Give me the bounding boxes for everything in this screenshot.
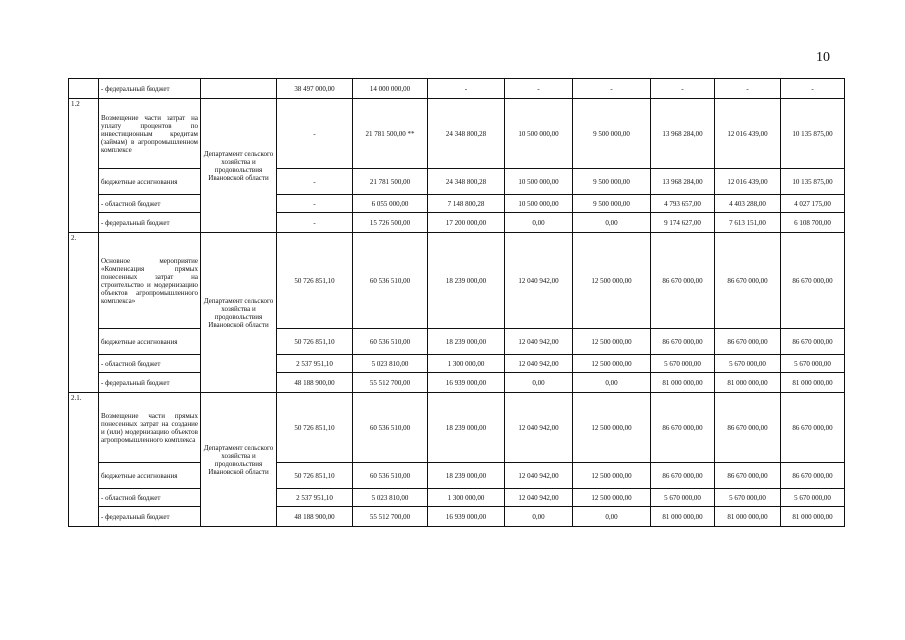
value-cell: 0,00 bbox=[505, 213, 573, 233]
row-name-cell: бюджетные ассигнования bbox=[99, 169, 201, 195]
table-row bbox=[69, 463, 845, 489]
value-cell: 12 016 439,00 bbox=[715, 169, 781, 195]
value-cell: 12 040 942,00 bbox=[505, 233, 573, 329]
value-cell: 24 348 800,28 bbox=[428, 169, 505, 195]
value-cell: 7 148 800,28 bbox=[428, 195, 505, 213]
row-name-cell: - федеральный бюджет bbox=[99, 507, 201, 527]
value-cell: 50 726 851,10 bbox=[277, 329, 353, 355]
value-cell: 13 968 284,00 bbox=[651, 169, 715, 195]
value-cell: 16 939 000,00 bbox=[428, 507, 505, 527]
value-cell: 6 055 000,00 bbox=[353, 195, 428, 213]
value-cell: 81 000 000,00 bbox=[651, 373, 715, 393]
row-name-cell: бюджетные ассигнования bbox=[99, 329, 201, 355]
value-cell: 0,00 bbox=[505, 507, 573, 527]
row-number-cell: 2.1. bbox=[69, 393, 99, 527]
value-cell: 81 000 000,00 bbox=[651, 507, 715, 527]
value-cell: 60 536 510,00 bbox=[353, 393, 428, 463]
row-name-cell: Возмещение части затрат на уплату процентов по инвестиционным кредитам (займам) в агропромышленном комплексе bbox=[99, 99, 201, 169]
value-cell: 5 023 810,00 bbox=[353, 355, 428, 373]
value-cell: 5 670 000,00 bbox=[781, 489, 845, 507]
value-cell: 17 200 000,00 bbox=[428, 213, 505, 233]
row-name-cell: Возмещение части прямых понесенных затрат на создание и (или) модернизацию объектов агропромышленного комплекса bbox=[99, 393, 201, 463]
value-cell: 55 512 700,00 bbox=[353, 373, 428, 393]
value-cell: 12 040 942,00 bbox=[505, 463, 573, 489]
value-cell: 86 670 000,00 bbox=[781, 329, 845, 355]
value-cell: 1 300 000,00 bbox=[428, 489, 505, 507]
table-row bbox=[69, 393, 845, 463]
value-cell: 12 040 942,00 bbox=[505, 355, 573, 373]
value-cell: 50 726 851,10 bbox=[277, 393, 353, 463]
value-cell: 21 781 500,00 bbox=[353, 169, 428, 195]
table-row bbox=[69, 79, 845, 99]
value-cell: 86 670 000,00 bbox=[651, 393, 715, 463]
value-cell: 60 536 510,00 bbox=[353, 329, 428, 355]
value-cell: 48 188 900,00 bbox=[277, 373, 353, 393]
table-row bbox=[69, 233, 845, 329]
value-cell: 24 348 800,28 bbox=[428, 99, 505, 169]
department-cell-empty bbox=[201, 79, 277, 99]
value-cell: 0,00 bbox=[573, 373, 651, 393]
value-cell: - bbox=[277, 213, 353, 233]
value-cell: 21 781 500,00 ** bbox=[353, 99, 428, 169]
value-cell: 12 040 942,00 bbox=[505, 489, 573, 507]
value-cell: 86 670 000,00 bbox=[781, 233, 845, 329]
value-cell: - bbox=[277, 99, 353, 169]
value-cell: 5 670 000,00 bbox=[715, 489, 781, 507]
value-cell: - bbox=[573, 79, 651, 99]
value-cell: 55 512 700,00 bbox=[353, 507, 428, 527]
department-cell: Департамент сельского хозяйства и продовольствия Ивановской области bbox=[201, 393, 277, 527]
value-cell: - bbox=[277, 169, 353, 195]
value-cell: 18 239 000,00 bbox=[428, 329, 505, 355]
value-cell: 38 497 000,00 bbox=[277, 79, 353, 99]
value-cell: 15 726 500,00 bbox=[353, 213, 428, 233]
value-cell: 0,00 bbox=[573, 213, 651, 233]
value-cell: 12 040 942,00 bbox=[505, 329, 573, 355]
value-cell: 86 670 000,00 bbox=[651, 329, 715, 355]
value-cell: 5 670 000,00 bbox=[781, 355, 845, 373]
value-cell: 12 500 000,00 bbox=[573, 329, 651, 355]
table-row bbox=[69, 507, 845, 527]
value-cell: 4 027 175,00 bbox=[781, 195, 845, 213]
row-name-cell: Основное мероприятие «Компенсация прямых понесенных затрат на строительство и модернизацию объектов агропромышленного комплекса» bbox=[99, 233, 201, 329]
value-cell: 86 670 000,00 bbox=[715, 329, 781, 355]
value-cell: 16 939 000,00 bbox=[428, 373, 505, 393]
value-cell: 6 108 700,00 bbox=[781, 213, 845, 233]
value-cell: 18 239 000,00 bbox=[428, 393, 505, 463]
value-cell: 0,00 bbox=[573, 507, 651, 527]
value-cell: 4 403 288,00 bbox=[715, 195, 781, 213]
value-cell: 60 536 510,00 bbox=[353, 463, 428, 489]
table-row bbox=[69, 329, 845, 355]
table-row bbox=[69, 355, 845, 373]
value-cell: 12 500 000,00 bbox=[573, 489, 651, 507]
value-cell: 12 500 000,00 bbox=[573, 393, 651, 463]
row-name-cell: - областной бюджет bbox=[99, 195, 201, 213]
value-cell: 81 000 000,00 bbox=[715, 373, 781, 393]
value-cell: 7 613 151,00 bbox=[715, 213, 781, 233]
value-cell: 10 135 875,00 bbox=[781, 169, 845, 195]
value-cell: 12 500 000,00 bbox=[573, 355, 651, 373]
row-name-cell: - федеральный бюджет bbox=[99, 79, 201, 99]
value-cell: 10 500 000,00 bbox=[505, 169, 573, 195]
row-number-cell: 2. bbox=[69, 233, 99, 393]
row-name-cell: - областной бюджет bbox=[99, 489, 201, 507]
value-cell: 5 023 810,00 bbox=[353, 489, 428, 507]
value-cell: 12 500 000,00 bbox=[573, 233, 651, 329]
page-number: 10 bbox=[816, 50, 830, 65]
value-cell: 50 726 851,10 bbox=[277, 233, 353, 329]
value-cell: 5 670 000,00 bbox=[651, 489, 715, 507]
value-cell: 60 536 510,00 bbox=[353, 233, 428, 329]
value-cell: 9 500 000,00 bbox=[573, 169, 651, 195]
value-cell: 81 000 000,00 bbox=[781, 507, 845, 527]
value-cell: 1 300 000,00 bbox=[428, 355, 505, 373]
row-name-cell: - федеральный бюджет bbox=[99, 373, 201, 393]
value-cell: 86 670 000,00 bbox=[715, 233, 781, 329]
value-cell: 86 670 000,00 bbox=[781, 393, 845, 463]
value-cell: 14 000 000,00 bbox=[353, 79, 428, 99]
value-cell: 81 000 000,00 bbox=[715, 507, 781, 527]
value-cell: 2 537 951,10 bbox=[277, 489, 353, 507]
value-cell: 5 670 000,00 bbox=[715, 355, 781, 373]
value-cell: 86 670 000,00 bbox=[651, 463, 715, 489]
value-cell: 5 670 000,00 bbox=[651, 355, 715, 373]
value-cell: 86 670 000,00 bbox=[715, 463, 781, 489]
value-cell: 10 500 000,00 bbox=[505, 195, 573, 213]
value-cell: 4 793 657,00 bbox=[651, 195, 715, 213]
value-cell: 48 188 900,00 bbox=[277, 507, 353, 527]
department-cell: Департамент сельского хозяйства и продовольствия Ивановской области bbox=[201, 233, 277, 393]
value-cell: 9 500 000,00 bbox=[573, 99, 651, 169]
row-name-cell: - федеральный бюджет bbox=[99, 213, 201, 233]
value-cell: 10 135 875,00 bbox=[781, 99, 845, 169]
table-row bbox=[69, 489, 845, 507]
table-row bbox=[69, 373, 845, 393]
value-cell: 18 239 000,00 bbox=[428, 463, 505, 489]
value-cell: 18 239 000,00 bbox=[428, 233, 505, 329]
value-cell: 50 726 851,10 bbox=[277, 463, 353, 489]
value-cell: 12 016 439,00 bbox=[715, 99, 781, 169]
table-row bbox=[69, 195, 845, 213]
value-cell: - bbox=[651, 79, 715, 99]
value-cell: - bbox=[715, 79, 781, 99]
row-number-cell bbox=[69, 79, 99, 99]
table-row bbox=[69, 213, 845, 233]
value-cell: - bbox=[277, 195, 353, 213]
row-name-cell: бюджетные ассигнования bbox=[99, 463, 201, 489]
value-cell: - bbox=[781, 79, 845, 99]
value-cell: 2 537 951,10 bbox=[277, 355, 353, 373]
table-row bbox=[69, 99, 845, 169]
value-cell: - bbox=[505, 79, 573, 99]
value-cell: 10 500 000,00 bbox=[505, 99, 573, 169]
value-cell: 9 174 627,00 bbox=[651, 213, 715, 233]
value-cell: 12 500 000,00 bbox=[573, 463, 651, 489]
value-cell: 9 500 000,00 bbox=[573, 195, 651, 213]
row-number-cell: 1.2 bbox=[69, 99, 99, 233]
value-cell: 86 670 000,00 bbox=[715, 393, 781, 463]
value-cell: 12 040 942,00 bbox=[505, 393, 573, 463]
budget-table bbox=[68, 78, 845, 527]
table-row bbox=[69, 169, 845, 195]
value-cell: 86 670 000,00 bbox=[651, 233, 715, 329]
value-cell: 0,00 bbox=[505, 373, 573, 393]
value-cell: - bbox=[428, 79, 505, 99]
value-cell: 86 670 000,00 bbox=[781, 463, 845, 489]
row-name-cell: - областной бюджет bbox=[99, 355, 201, 373]
department-cell: Департамент сельского хозяйства и продовольствия Ивановской области bbox=[201, 99, 277, 233]
value-cell: 13 968 284,00 bbox=[651, 99, 715, 169]
value-cell: 81 000 000,00 bbox=[781, 373, 845, 393]
